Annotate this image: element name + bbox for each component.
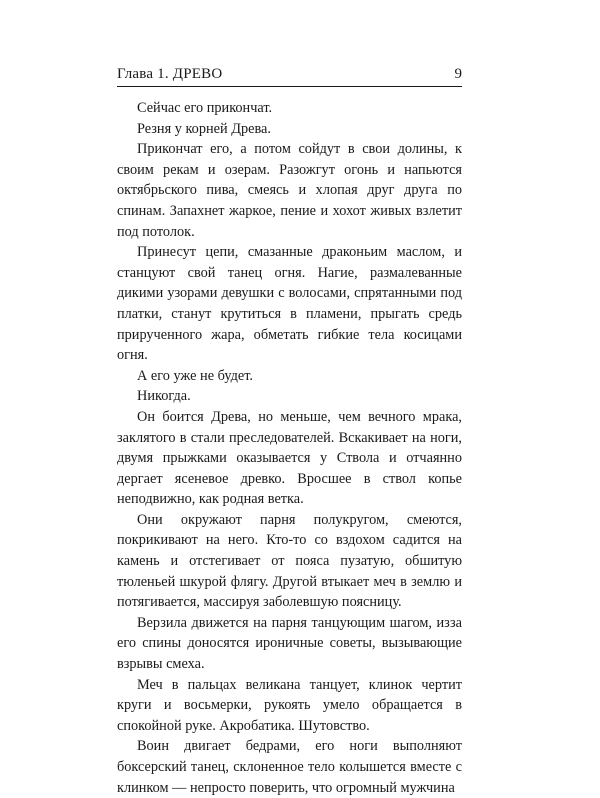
paragraph: Они окружают парня полукругом, смеются, покрикивают на него. Кто-то со вздохом садится на камень и отстегивает от пояса пузатую, обшитую тюленьей шкурой флягу. Другой втыкает меч в землю и потягивается, массируя заболевшую поясницу.	[117, 511, 462, 611]
paragraph: Воин двигает бедрами, его ноги выполняют боксерский танец, склоненное тело колышется вместе с клинком — непросто поверить, что огромный мужчина	[117, 738, 462, 796]
paragraph: Прикончат его, а потом сойдут в свои долины, к своим рекам и озерам. Разожгут огонь и напьются октябрьского пива, смеясь и хлопая друг друга по спинам. Запахнет жаркое, пение и хохот живых взлетит под потолок.	[117, 141, 462, 240]
paragraph: Верзила движется на парня танцующим шагом, изза его спины доносятся ироничные советы, вызывающие взрывы смеха.	[117, 614, 462, 673]
page-body	[117, 98, 462, 798]
paragraph: Резня у корней Древа.	[137, 120, 271, 137]
paragraph: Меч в пальцах великана танцует, клинок чертит круги и восьмерки, рукоять умело обращается в спокойной руке. Акробатика. Шутовство.	[117, 676, 462, 734]
paragraph: Сейчас его прикончат.	[137, 100, 273, 116]
paragraph: А его уже не будет.	[137, 367, 253, 384]
paragraph: Он боится Древа, но меньше, чем вечного мрака, заклятого в стали преследователей. Вскакивает на ноги, двумя прыжками оказывается у Ствола и отчаянно дергает ясеневое древко. Вросшее в ствол копье неподвижно, как родная ветка.	[117, 408, 462, 508]
running-header	[117, 64, 462, 87]
paragraph: Никогда.	[137, 388, 191, 405]
paragraph: Принесут цепи, смазанные драконьим маслом, и станцуют свой танец огня. Нагие, размалеванные дикими узорами девушки с волосами, спрятанными под платки, станут крутиться в пламени, прыгать средь прирученного жара, обметать гибкие тела косицами огня.	[117, 244, 462, 364]
chapter-title: Глава 1. ДРЕВО	[117, 66, 223, 82]
page-number: 9	[454, 66, 462, 82]
